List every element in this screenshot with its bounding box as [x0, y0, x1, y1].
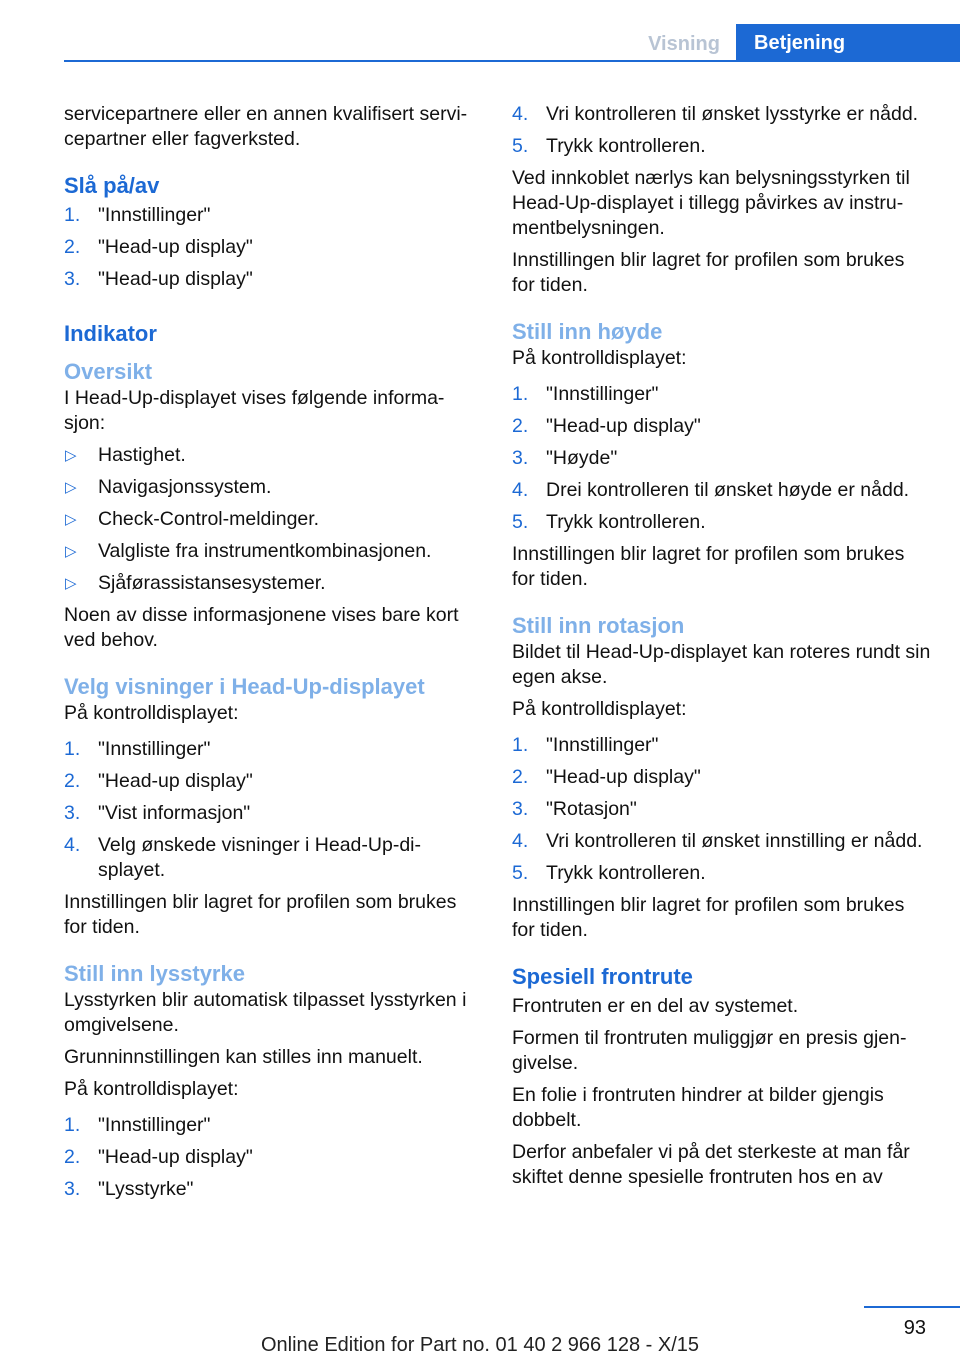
edition-footer: Online Edition for Part no. 01 40 2 966 128 - X/15: [260, 1334, 700, 1356]
list-item: 3. "Høyde": [512, 447, 618, 469]
steps-sla-pa-av: [64, 203, 479, 292]
list-item: 2. "Head-up display": [64, 770, 253, 792]
page-number: 93: [903, 1317, 926, 1339]
steps-lysstyrke: [64, 1113, 479, 1202]
left-column: [64, 102, 479, 1209]
list-item: 3. "Vist informasjon": [64, 802, 251, 824]
steps-lysstyrke-cont: [512, 102, 932, 159]
lysstyrke-p1: Lysstyrken blir automatisk tilpasset lysstyrken i omgivelsene.: [64, 989, 467, 1036]
frontrute-p3: En folie i frontruten hindrer at bilder gjengis dobbelt.: [512, 1084, 884, 1131]
list-item: ▷ Navigasjonssystem.: [65, 476, 272, 498]
header-rule: [64, 60, 960, 62]
list-item: 2. "Head-up display": [512, 415, 701, 437]
page-header: [0, 0, 960, 62]
list-item: 5. Trykk kontrolleren.: [512, 135, 706, 157]
list-item: ▷ Sjåførassistansesystemer.: [65, 572, 326, 594]
list-item: 2. "Head-up display": [64, 236, 253, 258]
heading-velg-visninger: Velg visninger i Head-Up-displayet: [64, 674, 425, 699]
list-item: 4. Velg ønskede visninger i Head-Up-di‐splayet.: [64, 834, 421, 881]
heading-still-inn-lysstyrke: Still inn lysstyrke: [64, 961, 245, 986]
triangle-bullet-icon: ▷: [65, 447, 77, 464]
right-column: [512, 102, 932, 1197]
lysstyrke-cont-p2: Innstillingen blir lagret for profilen som brukes for tiden.: [512, 249, 905, 296]
list-item: 1. "Innstillinger": [512, 383, 659, 405]
triangle-bullet-icon: ▷: [65, 479, 77, 496]
intro-paragraph: servicepartnere eller en annen kvalifisert servi‐cepartner eller fagverksted.: [64, 103, 468, 150]
steps-rotasjon: [512, 733, 932, 886]
triangle-bullet-icon: ▷: [65, 575, 77, 592]
lysstyrke-cont-p1: Ved innkoblet nærlys kan belysningsstyrken til Head-Up-displayet i tillegg påvirkes av instru‐mentbelysningen.: [512, 167, 910, 239]
tab-visning: Visning: [648, 33, 720, 55]
list-item: 1. "Innstillinger": [512, 734, 659, 756]
frontrute-p2: Formen til frontruten muliggjør en presis gjen‐givelse.: [512, 1027, 907, 1074]
list-item: 2. "Head-up display": [512, 766, 701, 788]
heading-spesiell-frontrute: Spesiell frontrute: [512, 964, 693, 989]
list-item: 4. Vri kontrolleren til ønsket lysstyrke er nådd.: [512, 103, 919, 125]
list-item: 3. "Rotasjon": [512, 798, 637, 820]
lysstyrke-p3: På kontrolldisplayet:: [64, 1078, 239, 1100]
tab-betjening: Betjening: [736, 24, 960, 62]
list-item: ▷ Hastighet.: [65, 444, 186, 466]
heading-oversikt: Oversikt: [64, 359, 153, 384]
list-item: ▷ Check-Control-meldinger.: [65, 508, 320, 530]
list-item: 2. "Head-up display": [64, 1146, 253, 1168]
triangle-bullet-icon: ▷: [65, 543, 77, 560]
heading-still-inn-hoyde: Still inn høyde: [512, 319, 663, 344]
heading-indikator: Indikator: [64, 321, 157, 346]
list-item: 1. "Innstillinger": [64, 1114, 211, 1136]
list-item: 3. "Lysstyrke": [64, 1178, 194, 1200]
list-item: 3. "Head-up display": [64, 268, 253, 290]
list-item: 1. "Innstillinger": [64, 204, 211, 226]
lysstyrke-p2: Grunninnstillingen kan stilles inn manuelt.: [64, 1046, 423, 1068]
velg-after: Innstillingen blir lagret for profilen som brukes for tiden.: [64, 891, 457, 938]
list-item: ▷ Valgliste fra instrumentkombinasjonen.: [65, 540, 432, 562]
steps-hoyde: [512, 382, 932, 535]
triangle-bullet-icon: ▷: [65, 511, 77, 528]
rotasjon-after: Innstillingen blir lagret for profilen som brukes for tiden.: [512, 894, 905, 941]
footer-rule: [864, 1306, 960, 1308]
list-item: 5. Trykk kontrolleren.: [512, 511, 706, 533]
list-item: 1. "Innstillinger": [64, 738, 211, 760]
hoyde-after: Innstillingen blir lagret for profilen som brukes for tiden.: [512, 543, 905, 590]
hoyde-intro: På kontrolldisplayet:: [512, 347, 687, 369]
velg-intro: På kontrolldisplayet:: [64, 702, 239, 724]
oversikt-after: Noen av disse informasjonene vises bare kort ved behov.: [64, 604, 459, 651]
rotasjon-p2: På kontrolldisplayet:: [512, 698, 687, 720]
frontrute-p1: Frontruten er en del av systemet.: [512, 995, 799, 1017]
rotasjon-p1: Bildet til Head-Up-displayet kan roteres rundt sin egen akse.: [512, 641, 931, 688]
list-item: 4. Drei kontrolleren til ønsket høyde er nådd.: [512, 479, 910, 501]
list-item: 5. Trykk kontrolleren.: [512, 862, 706, 884]
frontrute-p4: Derfor anbefaler vi på det sterkeste at man får skiftet denne spesielle frontruten hos en av: [512, 1141, 910, 1188]
oversikt-bullets: [64, 443, 479, 596]
list-item: 4. Vri kontrolleren til ønsket innstilling er nådd.: [512, 830, 923, 852]
heading-still-inn-rotasjon: Still inn rotasjon: [512, 613, 685, 638]
steps-velg: [64, 737, 479, 883]
oversikt-text: I Head-Up-displayet vises følgende informa‐sjon:: [64, 387, 445, 434]
heading-sla-pa-av: Slå på/av: [64, 173, 160, 198]
